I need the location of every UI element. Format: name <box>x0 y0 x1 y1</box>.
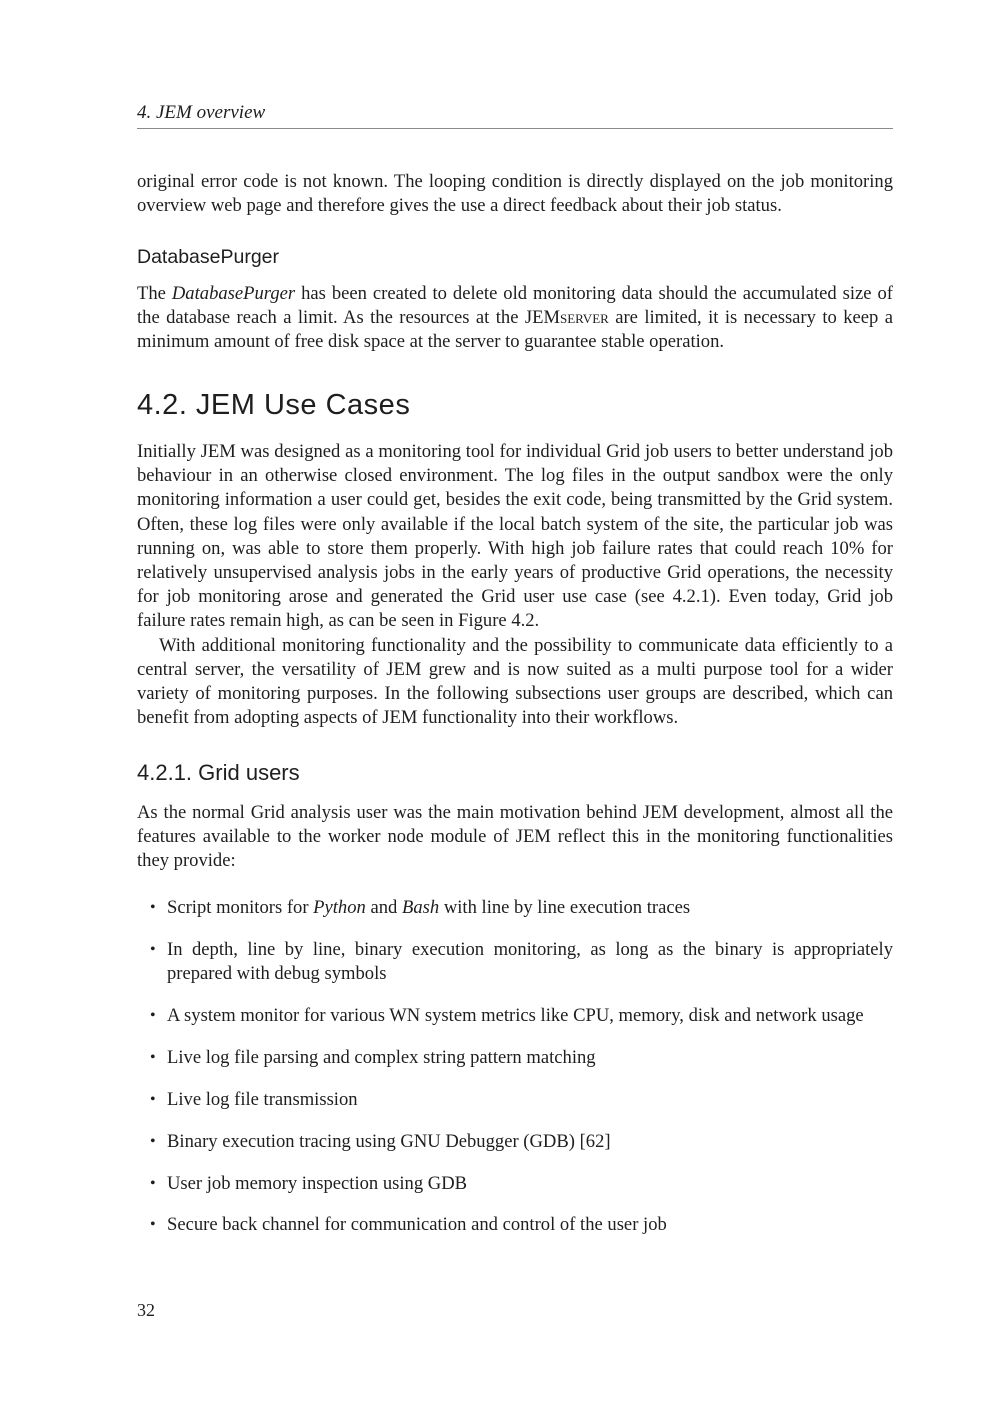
database-purger-heading: DatabasePurger <box>137 246 280 268</box>
item-python: Python <box>313 897 366 918</box>
list-item <box>150 1213 893 1237</box>
item-text: In depth, line by line, binary execution monitoring, as long as the binary is appropriately prepared with debug symbols <box>167 939 893 985</box>
bullet-icon: • <box>150 1007 156 1024</box>
dp-text-a: The <box>137 283 172 304</box>
item-text: Script monitors for <box>167 897 314 918</box>
dp-text-b: has been created to delete old monitoring data should the accumulated size of the database reach a limit. As the resources at the JEM <box>137 283 893 329</box>
database-purger-heading-block <box>137 245 893 269</box>
list-item <box>150 1046 893 1070</box>
subsection-intro-block <box>137 801 893 874</box>
list-item <box>150 1130 893 1154</box>
list-item <box>150 938 893 986</box>
subsection-heading: 4.2.1. Grid users <box>137 760 300 785</box>
bullet-icon: • <box>150 1133 156 1150</box>
list-item <box>150 1088 893 1112</box>
section-body-block <box>137 440 893 730</box>
section-heading-block <box>137 388 893 422</box>
item-text: and <box>365 897 402 918</box>
bullet-icon: • <box>150 1216 156 1233</box>
bullet-icon: • <box>150 1175 156 1192</box>
item-text: Secure back channel for communication and control of the user job <box>167 1214 667 1235</box>
intro-paragraph: original error code is not known. The looping condition is directly displayed on the job monitoring overview web page and therefore gives the use a direct feedback about their job status. <box>137 171 893 217</box>
item-text: User job memory inspection using GDB <box>167 1173 468 1194</box>
item-text: Binary execution tracing using GNU Debugger (GDB) [62] <box>167 1131 611 1152</box>
page-number: 32 <box>137 1300 155 1320</box>
section-paragraph-2: With additional monitoring functionality and the possibility to communicate data efficiently to a central server, the versatility of JEM grew and is now suited as a multi purpose tool for a wider variety of monitoring purposes. In the following subsections user groups are described, which can benefit from adopting aspects of JEM functionality into their workflows. <box>137 634 893 729</box>
running-head: 4. JEM overview <box>137 100 893 129</box>
dp-server-smallcaps: server <box>560 307 609 329</box>
list-item <box>150 1004 893 1028</box>
bullet-icon: • <box>150 941 156 958</box>
bullet-icon: • <box>150 899 156 916</box>
database-purger-paragraph <box>137 282 893 355</box>
subsection-heading-block <box>137 759 893 787</box>
dp-text-c: are limited, it is necessary to keep a minimum amount of free disk space at the server to guarantee stable operation. <box>137 307 893 353</box>
item-text: Live log file transmission <box>167 1089 358 1110</box>
list-item <box>150 1172 893 1196</box>
database-purger-paragraph-block <box>137 282 893 355</box>
item-text: A system monitor for various WN system metrics like CPU, memory, disk and network usage <box>167 1005 864 1026</box>
item-text: Live log file parsing and complex string pattern matching <box>167 1047 596 1068</box>
list-item <box>150 896 893 920</box>
bullet-icon: • <box>150 1091 156 1108</box>
item-text: with line by line execution traces <box>439 897 691 918</box>
section-heading: 4.2. JEM Use Cases <box>137 389 411 421</box>
dp-class-name: DatabasePurger <box>171 283 296 304</box>
subsection-paragraph: As the normal Grid analysis user was the main motivation behind JEM development, almost all the features available to the worker node module of JEM reflect this in the monitoring functionalities they provide: <box>137 802 893 872</box>
section-paragraph-1: Initially JEM was designed as a monitoring tool for individual Grid job users to better understand job behaviour in an otherwise closed environment. The log files in the output sandbox were the only monitoring information a user could get, besides the exit code, being transmitted by the Grid system. Often, these log files were only available if the local batch system of the site, the particular job was running on, was able to store them properly. With high job failure rates that could reach 10% for relatively unsupervised analysis jobs in the early years of productive Grid operations, the necessity for job monitoring arose and generated the Grid user use case (see 4.2.1). Even today, Grid job failure rates remain high, as can be seen in Figure 4.2. <box>137 441 893 632</box>
bullet-icon: • <box>150 1049 156 1066</box>
intro-paragraph-block <box>137 170 893 218</box>
item-bash: Bash <box>401 897 440 918</box>
